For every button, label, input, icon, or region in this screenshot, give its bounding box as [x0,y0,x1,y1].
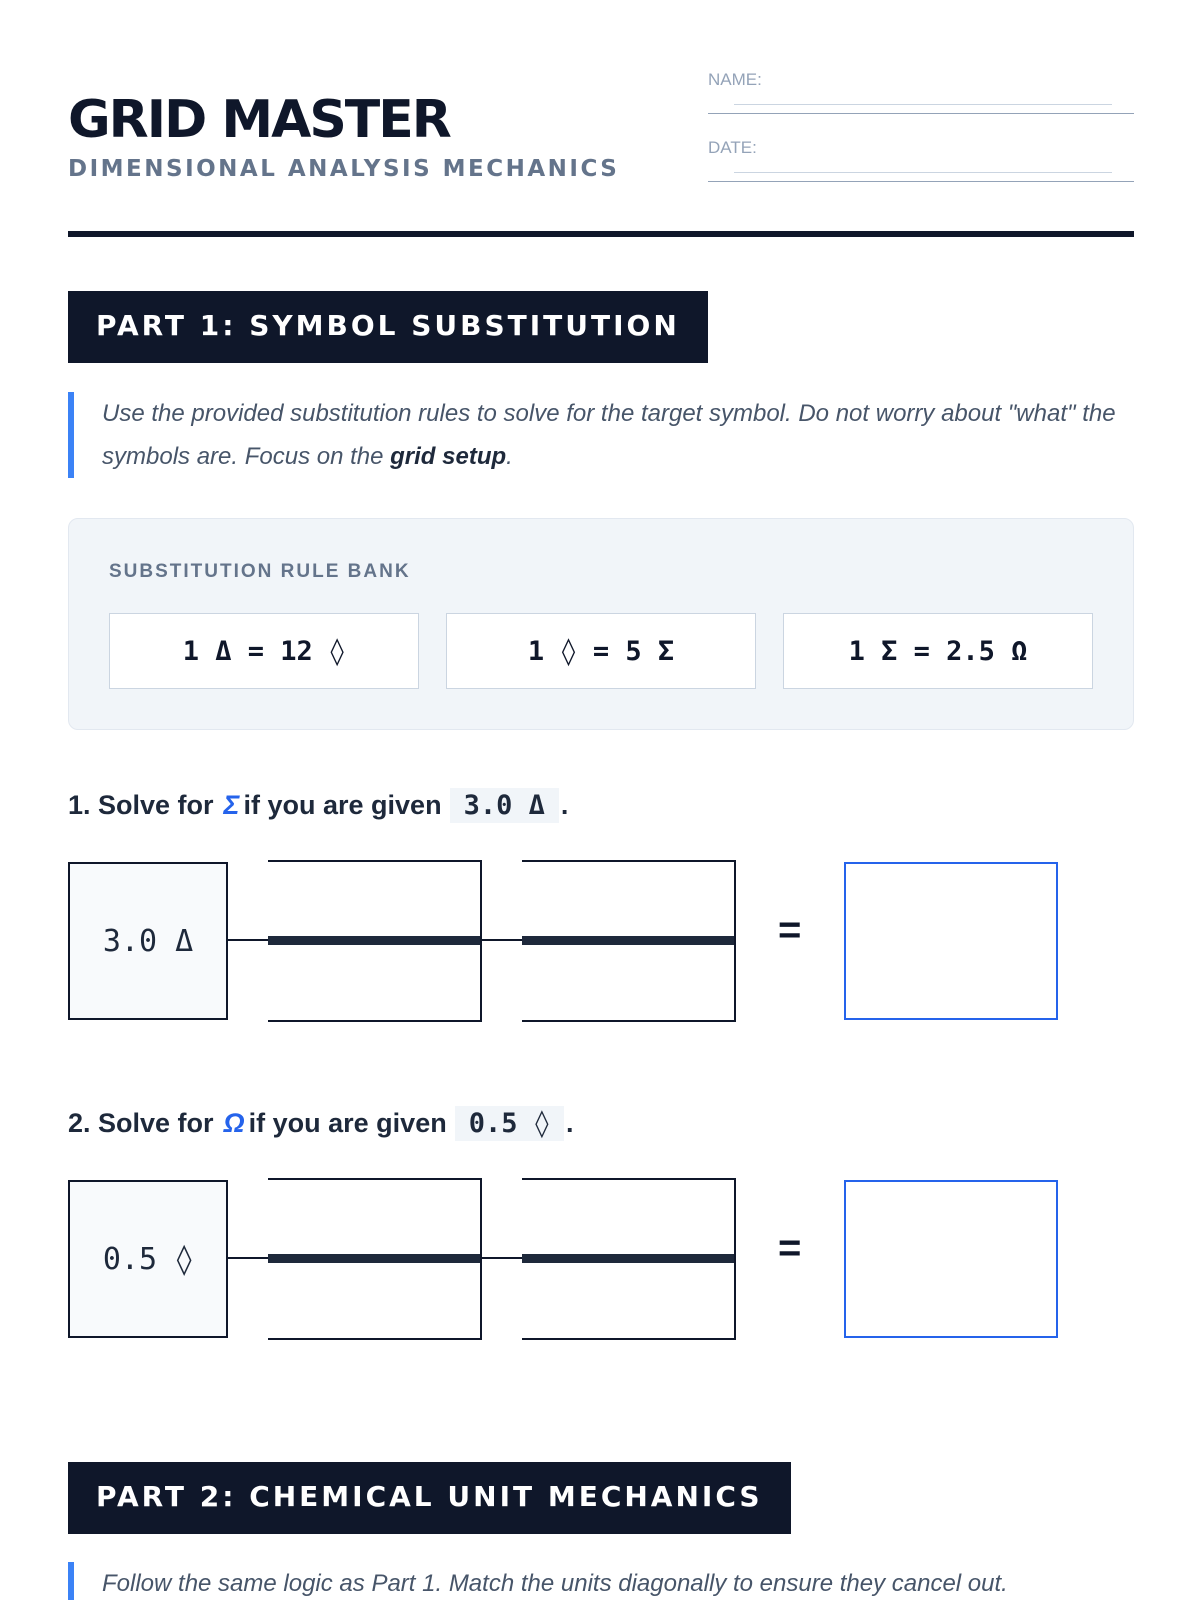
part2-instructions [68,1562,1134,1600]
given-value: 3.0 Δ [450,788,559,823]
question-prefix: 2. Solve for [68,1108,214,1138]
name-label: NAME: [708,70,762,89]
rule-card: 1 ◊ = 5 Σ [446,613,756,689]
fraction-bar [268,1254,480,1263]
fraction-bar [522,936,734,945]
worksheet-subtitle: DIMENSIONAL ANALYSIS MECHANICS [68,156,620,182]
target-symbol: Σ [223,790,240,820]
date-field[interactable] [708,128,1134,182]
target-symbol: Ω [223,1108,245,1138]
part1-instructions [68,392,1134,478]
question-middle: if you are given [243,790,442,820]
question-suffix: . [560,790,569,820]
grid-connector [482,1257,522,1259]
rule-card: 1 Δ = 12 ◊ [109,613,419,689]
answer-box[interactable] [844,862,1058,1020]
date-underline [734,172,1112,173]
name-underline [734,104,1112,105]
part2-instructions-text: Follow the same logic as Part 1. Match the units diagonally to ensure they cancel out. [102,1570,1008,1597]
date-label: DATE: [708,138,757,157]
conversion-factor-1[interactable] [268,1178,482,1340]
rule-card: 1 Σ = 2.5 Ω [783,613,1093,689]
equals-sign: = [778,908,802,952]
part1-instructions-emphasis: grid setup [390,443,507,470]
name-field[interactable] [708,60,1134,114]
question-2 [68,1106,574,1141]
rule-bank-title: SUBSTITUTION RULE BANK [109,561,411,582]
question-middle: if you are given [248,1108,447,1138]
part1-instructions-text: Use the provided substitution rules to solve for the target symbol. Do not worry about "what" the symbols are. Focus on the [102,400,1116,470]
worksheet-title: GRID MASTER [68,90,450,150]
answer-box[interactable] [844,1180,1058,1338]
question-prefix: 1. Solve for [68,790,214,820]
given-value: 0.5 ◊ [455,1106,564,1141]
grid-connector [482,939,522,941]
conversion-grid-2 [68,1178,1068,1340]
part1-instructions-end: . [506,443,513,470]
substitution-rule-bank [68,518,1134,730]
conversion-factor-2[interactable] [522,860,736,1022]
start-value-box: 0.5 ◊ [68,1180,228,1338]
part1-banner: PART 1: SYMBOL SUBSTITUTION [68,291,708,363]
conversion-factor-1[interactable] [268,860,482,1022]
start-value-box: 3.0 Δ [68,862,228,1020]
grid-connector [228,1257,268,1259]
part2-banner: PART 2: CHEMICAL UNIT MECHANICS [68,1462,791,1534]
question-suffix: . [565,1108,574,1138]
header-divider [68,231,1134,237]
grid-connector [228,939,268,941]
question-1 [68,788,568,823]
equals-sign: = [778,1226,802,1270]
worksheet-header [68,60,1134,238]
conversion-grid-1 [68,860,1068,1022]
conversion-factor-2[interactable] [522,1178,736,1340]
fraction-bar [522,1254,734,1263]
fraction-bar [268,936,480,945]
